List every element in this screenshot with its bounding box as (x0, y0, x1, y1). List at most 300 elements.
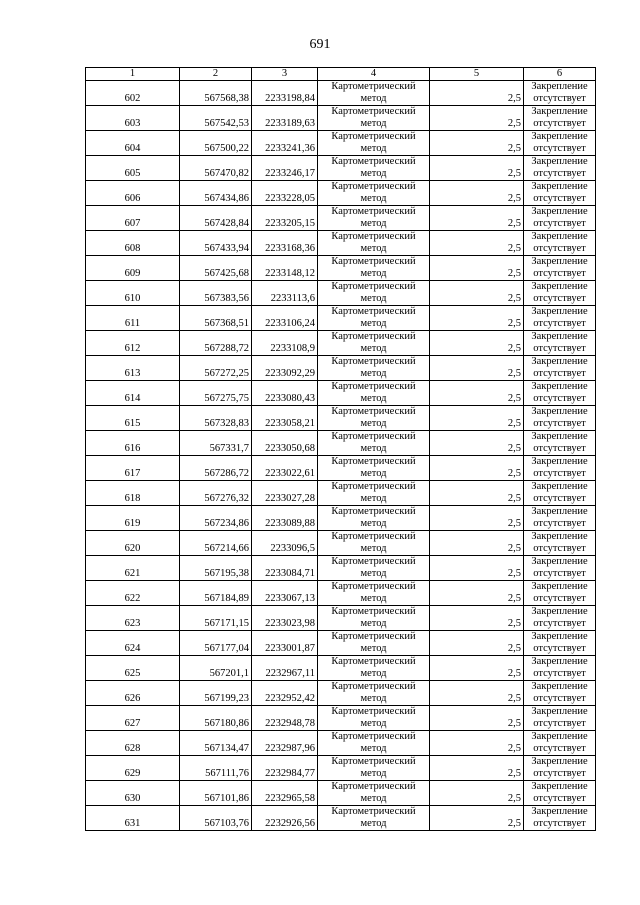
accuracy-cell: 2,5 (430, 656, 524, 681)
point-number-cell: 630 (86, 781, 180, 806)
fixation-cell-line-1: Закрепление (531, 431, 588, 442)
fixation-cell-line-1: Закрепление (531, 681, 588, 692)
method-cell-line-2: метод (360, 493, 387, 504)
table-row (86, 431, 596, 456)
accuracy-cell: 2,5 (430, 256, 524, 281)
fixation-cell (524, 506, 596, 531)
x-coordinate-cell: 567328,83 (180, 406, 252, 431)
fixation-cell-line-1: Закрепление (531, 606, 588, 617)
fixation-cell-line-2: отсутствует (533, 693, 586, 704)
x-coordinate-cell: 567177,04 (180, 631, 252, 656)
fixation-cell (524, 131, 596, 156)
fixation-cell-line-1: Закрепление (531, 581, 588, 592)
method-cell (318, 256, 430, 281)
method-cell (318, 156, 430, 181)
fixation-cell (524, 781, 596, 806)
table-row (86, 306, 596, 331)
accuracy-cell: 2,5 (430, 781, 524, 806)
table-row (86, 81, 596, 106)
accuracy-cell: 2,5 (430, 431, 524, 456)
fixation-cell-line-1: Закрепление (531, 531, 588, 542)
point-number-cell: 628 (86, 731, 180, 756)
accuracy-cell: 2,5 (430, 331, 524, 356)
fixation-cell-line-1: Закрепление (531, 281, 588, 292)
fixation-cell (524, 581, 596, 606)
fixation-cell (524, 331, 596, 356)
method-cell (318, 181, 430, 206)
fixation-cell (524, 181, 596, 206)
method-cell (318, 756, 430, 781)
fixation-cell-line-1: Закрепление (531, 556, 588, 567)
column-header-6: 6 (524, 68, 596, 81)
method-cell-line-1: Картометрический (331, 581, 416, 592)
fixation-cell-line-2: отсутствует (533, 293, 586, 304)
table-row (86, 381, 596, 406)
fixation-cell-line-1: Закрепление (531, 256, 588, 267)
method-cell-line-1: Картометрический (331, 431, 416, 442)
point-number-cell: 608 (86, 231, 180, 256)
column-header-2: 2 (180, 68, 252, 81)
method-cell (318, 556, 430, 581)
method-cell (318, 806, 430, 831)
fixation-cell (524, 681, 596, 706)
method-cell-line-1: Картометрический (331, 756, 416, 767)
point-number-cell: 622 (86, 581, 180, 606)
y-coordinate-cell: 2232987,96 (252, 731, 318, 756)
fixation-cell-line-1: Закрепление (531, 231, 588, 242)
fixation-cell-line-2: отсутствует (533, 493, 586, 504)
fixation-cell-line-1: Закрепление (531, 506, 588, 517)
x-coordinate-cell: 567184,89 (180, 581, 252, 606)
fixation-cell (524, 731, 596, 756)
page-number: 691 (309, 37, 331, 52)
method-cell (318, 281, 430, 306)
table-row (86, 606, 596, 631)
y-coordinate-cell: 2232967,11 (252, 656, 318, 681)
table-row (86, 456, 596, 481)
table-row (86, 556, 596, 581)
column-header-1: 1 (86, 68, 180, 81)
point-number-cell: 604 (86, 131, 180, 156)
coordinates-table (85, 67, 596, 831)
y-coordinate-cell: 2233108,9 (252, 331, 318, 356)
method-cell (318, 431, 430, 456)
y-coordinate-cell: 2233106,24 (252, 306, 318, 331)
x-coordinate-cell: 567101,86 (180, 781, 252, 806)
table-row (86, 531, 596, 556)
table-body (86, 81, 596, 831)
accuracy-cell: 2,5 (430, 481, 524, 506)
table-row (86, 106, 596, 131)
method-cell-line-2: метод (360, 93, 387, 104)
method-cell (318, 631, 430, 656)
fixation-cell-line-1: Закрепление (531, 731, 588, 742)
fixation-cell (524, 306, 596, 331)
method-cell-line-2: метод (360, 568, 387, 579)
point-number-cell: 606 (86, 181, 180, 206)
point-number-cell: 626 (86, 681, 180, 706)
fixation-cell-line-1: Закрепление (531, 106, 588, 117)
fixation-cell-line-1: Закрепление (531, 806, 588, 817)
table-row (86, 406, 596, 431)
accuracy-cell: 2,5 (430, 756, 524, 781)
method-cell-line-2: метод (360, 618, 387, 629)
table-row (86, 581, 596, 606)
fixation-cell-line-2: отсутствует (533, 593, 586, 604)
y-coordinate-cell: 2233058,21 (252, 406, 318, 431)
method-cell-line-2: метод (360, 468, 387, 479)
x-coordinate-cell: 567171,15 (180, 606, 252, 631)
fixation-cell-line-1: Закрепление (531, 181, 588, 192)
fixation-cell (524, 431, 596, 456)
method-cell-line-1: Картометрический (331, 256, 416, 267)
method-cell-line-2: метод (360, 343, 387, 354)
accuracy-cell: 2,5 (430, 506, 524, 531)
method-cell-line-1: Картометрический (331, 231, 416, 242)
method-cell-line-2: метод (360, 768, 387, 779)
method-cell-line-1: Картометрический (331, 456, 416, 467)
table-row (86, 206, 596, 231)
table-row (86, 181, 596, 206)
x-coordinate-cell: 567195,38 (180, 556, 252, 581)
y-coordinate-cell: 2233113,6 (252, 281, 318, 306)
point-number-cell: 611 (86, 306, 180, 331)
table-row (86, 631, 596, 656)
method-cell (318, 231, 430, 256)
column-header-3: 3 (252, 68, 318, 81)
method-cell (318, 481, 430, 506)
fixation-cell-line-2: отсутствует (533, 193, 586, 204)
method-cell-line-1: Картометрический (331, 681, 416, 692)
table-row (86, 506, 596, 531)
point-number-cell: 618 (86, 481, 180, 506)
fixation-cell (524, 231, 596, 256)
fixation-cell-line-2: отсутствует (533, 118, 586, 129)
table-row (86, 231, 596, 256)
method-cell-line-1: Картометрический (331, 556, 416, 567)
method-cell-line-2: метод (360, 368, 387, 379)
x-coordinate-cell: 567276,32 (180, 481, 252, 506)
point-number-cell: 615 (86, 406, 180, 431)
method-cell-line-2: метод (360, 318, 387, 329)
y-coordinate-cell: 2233246,17 (252, 156, 318, 181)
fixation-cell (524, 756, 596, 781)
point-number-cell: 613 (86, 356, 180, 381)
fixation-cell-line-1: Закрепление (531, 331, 588, 342)
fixation-cell-line-2: отсутствует (533, 793, 586, 804)
fixation-cell (524, 656, 596, 681)
x-coordinate-cell: 567288,72 (180, 331, 252, 356)
accuracy-cell: 2,5 (430, 206, 524, 231)
point-number-cell: 629 (86, 756, 180, 781)
method-cell (318, 581, 430, 606)
fixation-cell-line-2: отсутствует (533, 143, 586, 154)
accuracy-cell: 2,5 (430, 581, 524, 606)
method-cell-line-1: Картометрический (331, 531, 416, 542)
fixation-cell-line-1: Закрепление (531, 156, 588, 167)
method-cell-line-1: Картометрический (331, 131, 416, 142)
x-coordinate-cell: 567500,22 (180, 131, 252, 156)
table-row (86, 281, 596, 306)
x-coordinate-cell: 567134,47 (180, 731, 252, 756)
method-cell (318, 306, 430, 331)
y-coordinate-cell: 2232952,42 (252, 681, 318, 706)
x-coordinate-cell: 567275,75 (180, 381, 252, 406)
method-cell-line-2: метод (360, 268, 387, 279)
method-cell-line-2: метод (360, 668, 387, 679)
method-cell-line-2: метод (360, 718, 387, 729)
method-cell-line-1: Картометрический (331, 781, 416, 792)
fixation-cell-line-2: отсутствует (533, 718, 586, 729)
table-row (86, 756, 596, 781)
fixation-cell (524, 706, 596, 731)
fixation-cell-line-2: отсутствует (533, 218, 586, 229)
table-row (86, 781, 596, 806)
table-row (86, 481, 596, 506)
point-number-cell: 602 (86, 81, 180, 106)
accuracy-cell: 2,5 (430, 606, 524, 631)
method-cell-line-2: метод (360, 518, 387, 529)
method-cell (318, 681, 430, 706)
y-coordinate-cell: 2233001,87 (252, 631, 318, 656)
point-number-cell: 624 (86, 631, 180, 656)
fixation-cell-line-2: отсутствует (533, 768, 586, 779)
fixation-cell (524, 156, 596, 181)
accuracy-cell: 2,5 (430, 181, 524, 206)
x-coordinate-cell: 567199,23 (180, 681, 252, 706)
x-coordinate-cell: 567201,1 (180, 656, 252, 681)
table-row (86, 131, 596, 156)
accuracy-cell: 2,5 (430, 356, 524, 381)
point-number-cell: 621 (86, 556, 180, 581)
point-number-cell: 603 (86, 106, 180, 131)
fixation-cell-line-2: отсутствует (533, 343, 586, 354)
fixation-cell (524, 556, 596, 581)
accuracy-cell: 2,5 (430, 106, 524, 131)
x-coordinate-cell: 567214,66 (180, 531, 252, 556)
point-number-cell: 607 (86, 206, 180, 231)
y-coordinate-cell: 2232984,77 (252, 756, 318, 781)
fixation-cell-line-2: отсутствует (533, 543, 586, 554)
method-cell (318, 81, 430, 106)
fixation-cell (524, 406, 596, 431)
method-cell-line-2: метод (360, 818, 387, 829)
accuracy-cell: 2,5 (430, 631, 524, 656)
y-coordinate-cell: 2232926,56 (252, 806, 318, 831)
method-cell (318, 331, 430, 356)
accuracy-cell: 2,5 (430, 381, 524, 406)
method-cell-line-1: Картометрический (331, 331, 416, 342)
method-cell (318, 531, 430, 556)
fixation-cell-line-2: отсутствует (533, 393, 586, 404)
y-coordinate-cell: 2233023,98 (252, 606, 318, 631)
method-cell-line-1: Картометрический (331, 306, 416, 317)
method-cell (318, 381, 430, 406)
method-cell-line-2: метод (360, 593, 387, 604)
y-coordinate-cell: 2233096,5 (252, 531, 318, 556)
fixation-cell (524, 531, 596, 556)
table-row (86, 656, 596, 681)
y-coordinate-cell: 2232948,78 (252, 706, 318, 731)
accuracy-cell: 2,5 (430, 806, 524, 831)
method-cell-line-1: Картометрический (331, 606, 416, 617)
method-cell-line-2: метод (360, 543, 387, 554)
fixation-cell-line-2: отсутствует (533, 93, 586, 104)
accuracy-cell: 2,5 (430, 706, 524, 731)
fixation-cell-line-1: Закрепление (531, 381, 588, 392)
fixation-cell-line-2: отсутствует (533, 468, 586, 479)
fixation-cell-line-2: отсутствует (533, 418, 586, 429)
fixation-cell-line-2: отсутствует (533, 443, 586, 454)
method-cell-line-1: Картометрический (331, 631, 416, 642)
method-cell-line-1: Картометрический (331, 706, 416, 717)
y-coordinate-cell: 2232965,58 (252, 781, 318, 806)
point-number-cell: 612 (86, 331, 180, 356)
accuracy-cell: 2,5 (430, 156, 524, 181)
fixation-cell-line-2: отсутствует (533, 568, 586, 579)
x-coordinate-cell: 567272,25 (180, 356, 252, 381)
fixation-cell (524, 606, 596, 631)
method-cell-line-1: Картометрический (331, 81, 416, 92)
accuracy-cell: 2,5 (430, 81, 524, 106)
fixation-cell-line-1: Закрепление (531, 481, 588, 492)
fixation-cell (524, 806, 596, 831)
accuracy-cell: 2,5 (430, 731, 524, 756)
accuracy-cell: 2,5 (430, 406, 524, 431)
x-coordinate-cell: 567331,7 (180, 431, 252, 456)
fixation-cell (524, 256, 596, 281)
x-coordinate-cell: 567286,72 (180, 456, 252, 481)
point-number-cell: 619 (86, 506, 180, 531)
method-cell-line-2: метод (360, 218, 387, 229)
method-cell-line-2: метод (360, 118, 387, 129)
fixation-cell-line-2: отсутствует (533, 243, 586, 254)
method-cell (318, 406, 430, 431)
fixation-cell (524, 356, 596, 381)
y-coordinate-cell: 2233022,61 (252, 456, 318, 481)
accuracy-cell: 2,5 (430, 556, 524, 581)
method-cell-line-1: Картометрический (331, 481, 416, 492)
method-cell (318, 656, 430, 681)
method-cell-line-1: Картометрический (331, 281, 416, 292)
point-number-cell: 616 (86, 431, 180, 456)
fixation-cell-line-1: Закрепление (531, 706, 588, 717)
method-cell-line-1: Картометрический (331, 156, 416, 167)
y-coordinate-cell: 2233148,12 (252, 256, 318, 281)
accuracy-cell: 2,5 (430, 281, 524, 306)
accuracy-cell: 2,5 (430, 131, 524, 156)
y-coordinate-cell: 2233050,68 (252, 431, 318, 456)
fixation-cell-line-2: отсутствует (533, 668, 586, 679)
fixation-cell-line-2: отсутствует (533, 318, 586, 329)
fixation-cell-line-1: Закрепление (531, 356, 588, 367)
fixation-cell-line-1: Закрепление (531, 656, 588, 667)
fixation-cell-line-1: Закрепление (531, 206, 588, 217)
fixation-cell-line-1: Закрепление (531, 756, 588, 767)
table-row (86, 331, 596, 356)
fixation-cell-line-1: Закрепление (531, 781, 588, 792)
method-cell-line-2: метод (360, 443, 387, 454)
x-coordinate-cell: 567383,56 (180, 281, 252, 306)
fixation-cell-line-1: Закрепление (531, 81, 588, 92)
point-number-cell: 623 (86, 606, 180, 631)
point-number-cell: 627 (86, 706, 180, 731)
method-cell-line-2: метод (360, 193, 387, 204)
fixation-cell-line-1: Закрепление (531, 631, 588, 642)
method-cell-line-1: Картометрический (331, 506, 416, 517)
table-row (86, 356, 596, 381)
table-row (86, 681, 596, 706)
point-number-cell: 605 (86, 156, 180, 181)
method-cell-line-2: метод (360, 168, 387, 179)
method-cell (318, 106, 430, 131)
table-row (86, 806, 596, 831)
method-cell-line-2: метод (360, 743, 387, 754)
y-coordinate-cell: 2233198,84 (252, 81, 318, 106)
table-row (86, 256, 596, 281)
x-coordinate-cell: 567180,86 (180, 706, 252, 731)
point-number-cell: 620 (86, 531, 180, 556)
method-cell (318, 781, 430, 806)
fixation-cell-line-2: отсутствует (533, 518, 586, 529)
fixation-cell-line-2: отсутствует (533, 368, 586, 379)
x-coordinate-cell: 567425,68 (180, 256, 252, 281)
method-cell-line-2: метод (360, 293, 387, 304)
y-coordinate-cell: 2233092,29 (252, 356, 318, 381)
method-cell (318, 131, 430, 156)
x-coordinate-cell: 567434,86 (180, 181, 252, 206)
y-coordinate-cell: 2233228,05 (252, 181, 318, 206)
fixation-cell-line-2: отсутствует (533, 743, 586, 754)
point-number-cell: 609 (86, 256, 180, 281)
point-number-cell: 617 (86, 456, 180, 481)
fixation-cell-line-1: Закрепление (531, 406, 588, 417)
y-coordinate-cell: 2233189,63 (252, 106, 318, 131)
y-coordinate-cell: 2233067,13 (252, 581, 318, 606)
x-coordinate-cell: 567111,76 (180, 756, 252, 781)
y-coordinate-cell: 2233168,36 (252, 231, 318, 256)
accuracy-cell: 2,5 (430, 231, 524, 256)
method-cell-line-1: Картометрический (331, 406, 416, 417)
accuracy-cell: 2,5 (430, 456, 524, 481)
y-coordinate-cell: 2233084,71 (252, 556, 318, 581)
y-coordinate-cell: 2233241,36 (252, 131, 318, 156)
x-coordinate-cell: 567428,84 (180, 206, 252, 231)
table-row (86, 731, 596, 756)
method-cell-line-2: метод (360, 693, 387, 704)
fixation-cell-line-1: Закрепление (531, 131, 588, 142)
column-header-4: 4 (318, 68, 430, 81)
y-coordinate-cell: 2233027,28 (252, 481, 318, 506)
x-coordinate-cell: 567568,38 (180, 81, 252, 106)
fixation-cell (524, 81, 596, 106)
table-header-row (86, 68, 596, 81)
method-cell (318, 456, 430, 481)
method-cell-line-2: метод (360, 393, 387, 404)
method-cell (318, 731, 430, 756)
method-cell-line-1: Картометрический (331, 181, 416, 192)
method-cell-line-1: Картометрический (331, 381, 416, 392)
fixation-cell (524, 206, 596, 231)
x-coordinate-cell: 567542,53 (180, 106, 252, 131)
method-cell-line-1: Картометрический (331, 656, 416, 667)
method-cell-line-1: Картометрический (331, 106, 416, 117)
table-row (86, 706, 596, 731)
fixation-cell-line-2: отсутствует (533, 643, 586, 654)
x-coordinate-cell: 567234,86 (180, 506, 252, 531)
method-cell-line-2: метод (360, 418, 387, 429)
fixation-cell-line-2: отсутствует (533, 818, 586, 829)
